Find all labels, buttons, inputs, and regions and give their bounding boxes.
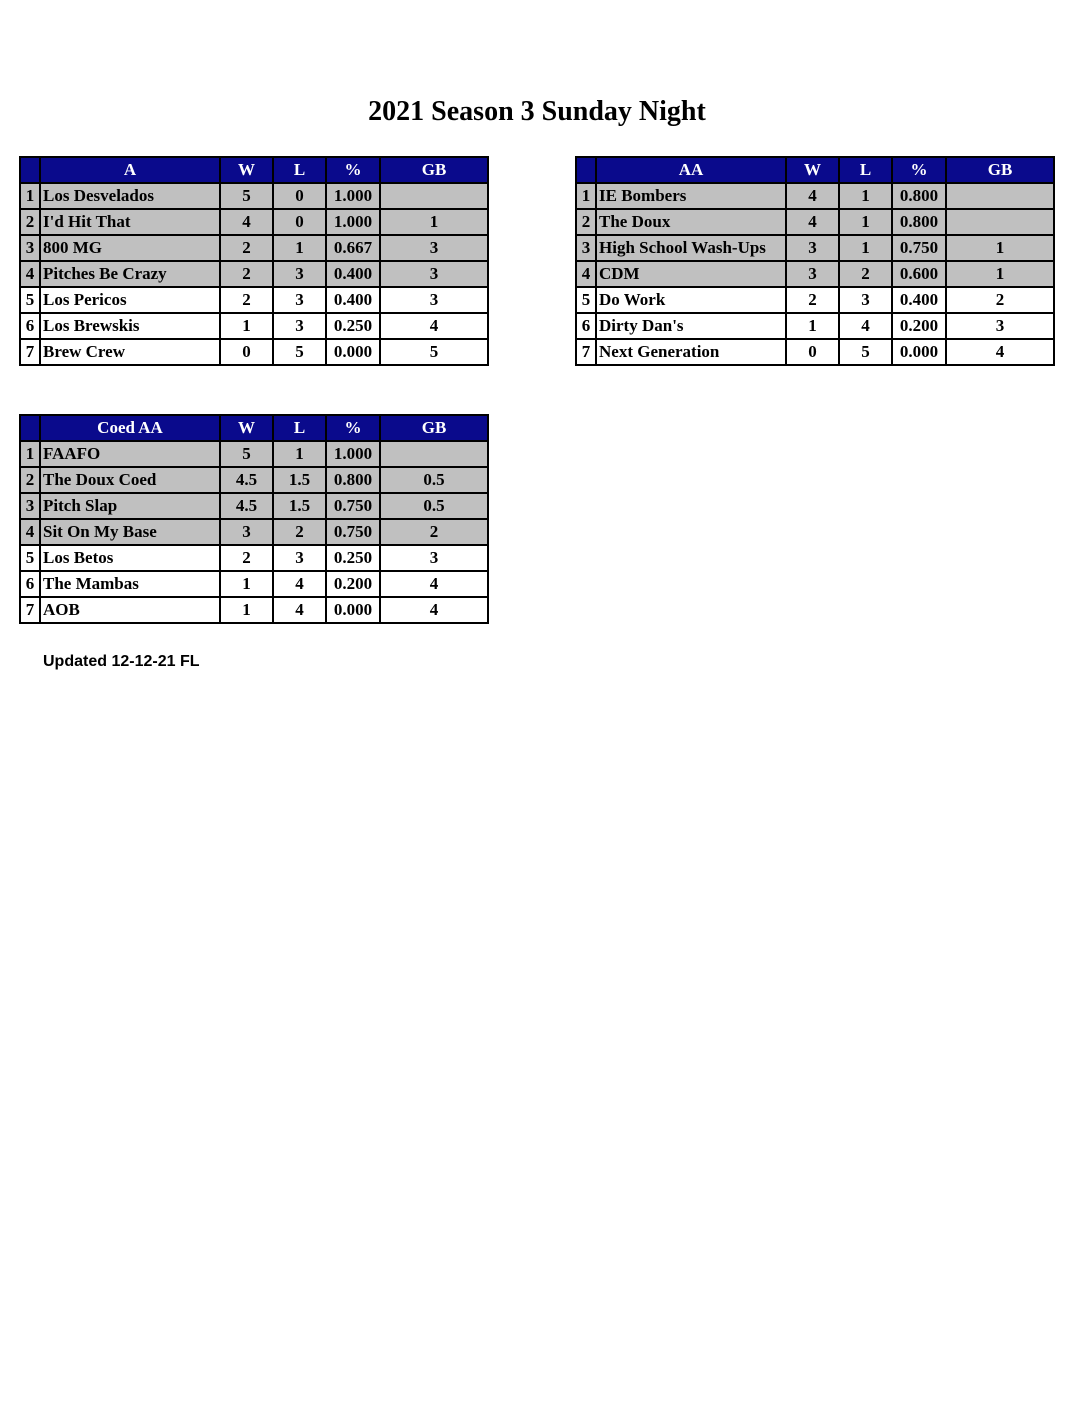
gb-cell: 4 (380, 571, 488, 597)
losses-cell: 1.5 (273, 493, 326, 519)
wins-cell: 5 (220, 183, 273, 209)
wins-cell: 1 (786, 313, 839, 339)
pct-cell: 0.000 (326, 339, 380, 365)
losses-cell: 5 (839, 339, 892, 365)
table-row (20, 261, 488, 287)
table-row (20, 313, 488, 339)
team-name-cell: AOB (40, 597, 220, 623)
losses-cell: 3 (273, 313, 326, 339)
pct-cell: 0.400 (326, 261, 380, 287)
team-name-cell: The Mambas (40, 571, 220, 597)
rank-cell: 6 (576, 313, 596, 339)
losses-header: L (273, 157, 326, 183)
table-header-row (20, 157, 488, 183)
rank-cell: 7 (576, 339, 596, 365)
losses-cell: 1 (839, 209, 892, 235)
division-name: A (40, 157, 220, 183)
rank-cell: 6 (20, 571, 40, 597)
rank-cell: 5 (20, 545, 40, 571)
gb-cell: 1 (946, 261, 1054, 287)
wins-cell: 5 (220, 441, 273, 467)
losses-cell: 1 (839, 235, 892, 261)
table-row (20, 571, 488, 597)
team-name-cell: CDM (596, 261, 786, 287)
pct-header: % (326, 415, 380, 441)
division-name: AA (596, 157, 786, 183)
standings-table-a (19, 156, 489, 366)
losses-cell: 1.5 (273, 467, 326, 493)
table-row (20, 467, 488, 493)
wins-cell: 2 (220, 235, 273, 261)
wins-header: W (220, 157, 273, 183)
table-header-row (20, 415, 488, 441)
wins-cell: 3 (786, 235, 839, 261)
pct-cell: 1.000 (326, 183, 380, 209)
gb-cell: 1 (946, 235, 1054, 261)
losses-cell: 4 (839, 313, 892, 339)
gb-cell: 3 (380, 545, 488, 571)
division-name: Coed AA (40, 415, 220, 441)
table-row (20, 339, 488, 365)
gb-cell: 3 (380, 235, 488, 261)
rank-header (576, 157, 596, 183)
losses-header: L (273, 415, 326, 441)
wins-cell: 2 (220, 287, 273, 313)
team-name-cell: Pitch Slap (40, 493, 220, 519)
losses-cell: 3 (273, 287, 326, 313)
rank-cell: 1 (576, 183, 596, 209)
gb-cell (946, 183, 1054, 209)
wins-cell: 2 (786, 287, 839, 313)
gb-cell: 3 (380, 261, 488, 287)
team-name-cell: Pitches Be Crazy (40, 261, 220, 287)
gb-cell: 2 (946, 287, 1054, 313)
team-name-cell: Los Brewskis (40, 313, 220, 339)
losses-cell: 4 (273, 597, 326, 623)
table-row (20, 183, 488, 209)
gb-cell: 1 (380, 209, 488, 235)
table-row (20, 519, 488, 545)
rank-header (20, 415, 40, 441)
losses-cell: 1 (273, 441, 326, 467)
pct-cell: 0.250 (326, 313, 380, 339)
team-name-cell: I'd Hit That (40, 209, 220, 235)
wins-cell: 0 (220, 339, 273, 365)
losses-cell: 3 (839, 287, 892, 313)
table-header-row (576, 157, 1054, 183)
wins-cell: 2 (220, 261, 273, 287)
losses-cell: 1 (839, 183, 892, 209)
pct-cell: 0.800 (892, 183, 946, 209)
rank-cell: 2 (20, 467, 40, 493)
wins-cell: 4 (786, 183, 839, 209)
table-row (20, 545, 488, 571)
team-name-cell: Brew Crew (40, 339, 220, 365)
table-row (20, 597, 488, 623)
table-row (576, 313, 1054, 339)
table-row (576, 183, 1054, 209)
losses-cell: 5 (273, 339, 326, 365)
gb-cell: 4 (380, 313, 488, 339)
rank-cell: 1 (20, 183, 40, 209)
pct-cell: 0.750 (892, 235, 946, 261)
pct-header: % (326, 157, 380, 183)
table-row (576, 339, 1054, 365)
table-row (576, 287, 1054, 313)
pct-cell: 0.800 (326, 467, 380, 493)
gb-header: GB (380, 415, 488, 441)
rank-cell: 4 (576, 261, 596, 287)
table-row (20, 493, 488, 519)
wins-cell: 1 (220, 313, 273, 339)
gb-header: GB (946, 157, 1054, 183)
rank-header (20, 157, 40, 183)
rank-cell: 5 (576, 287, 596, 313)
rank-cell: 7 (20, 339, 40, 365)
wins-cell: 4 (786, 209, 839, 235)
team-name-cell: Do Work (596, 287, 786, 313)
losses-cell: 3 (273, 261, 326, 287)
team-name-cell: Los Desvelados (40, 183, 220, 209)
team-name-cell: The Doux (596, 209, 786, 235)
losses-cell: 1 (273, 235, 326, 261)
table-row (576, 209, 1054, 235)
rank-cell: 2 (20, 209, 40, 235)
rank-cell: 4 (20, 519, 40, 545)
wins-cell: 3 (786, 261, 839, 287)
team-name-cell: Next Generation (596, 339, 786, 365)
wins-cell: 1 (220, 571, 273, 597)
gb-cell: 2 (380, 519, 488, 545)
pct-cell: 0.200 (326, 571, 380, 597)
wins-cell: 2 (220, 545, 273, 571)
wins-cell: 4.5 (220, 467, 273, 493)
rank-cell: 3 (20, 493, 40, 519)
standings-table-aa (575, 156, 1055, 366)
gb-cell: 3 (380, 287, 488, 313)
table-row (20, 287, 488, 313)
gb-cell (946, 209, 1054, 235)
gb-cell: 0.5 (380, 493, 488, 519)
pct-cell: 0.750 (326, 493, 380, 519)
wins-cell: 4.5 (220, 493, 273, 519)
losses-cell: 0 (273, 209, 326, 235)
rank-cell: 2 (576, 209, 596, 235)
rank-cell: 5 (20, 287, 40, 313)
rank-cell: 7 (20, 597, 40, 623)
pct-cell: 0.667 (326, 235, 380, 261)
pct-cell: 0.000 (326, 597, 380, 623)
table-row (20, 235, 488, 261)
losses-cell: 0 (273, 183, 326, 209)
wins-cell: 3 (220, 519, 273, 545)
pct-header: % (892, 157, 946, 183)
team-name-cell: IE Bombers (596, 183, 786, 209)
rank-cell: 4 (20, 261, 40, 287)
pct-cell: 0.750 (326, 519, 380, 545)
wins-header: W (220, 415, 273, 441)
rank-cell: 6 (20, 313, 40, 339)
rank-cell: 1 (20, 441, 40, 467)
team-name-cell: Dirty Dan's (596, 313, 786, 339)
table-row (576, 235, 1054, 261)
wins-header: W (786, 157, 839, 183)
page-title: 2021 Season 3 Sunday Night (368, 96, 706, 127)
losses-cell: 2 (839, 261, 892, 287)
team-name-cell: The Doux Coed (40, 467, 220, 493)
team-name-cell: Sit On My Base (40, 519, 220, 545)
wins-cell: 1 (220, 597, 273, 623)
team-name-cell: High School Wash-Ups (596, 235, 786, 261)
wins-cell: 4 (220, 209, 273, 235)
gb-cell (380, 441, 488, 467)
losses-cell: 3 (273, 545, 326, 571)
gb-cell: 4 (380, 597, 488, 623)
gb-cell: 5 (380, 339, 488, 365)
team-name-cell: 800 MG (40, 235, 220, 261)
gb-cell: 3 (946, 313, 1054, 339)
rank-cell: 3 (20, 235, 40, 261)
pct-cell: 0.000 (892, 339, 946, 365)
pct-cell: 0.200 (892, 313, 946, 339)
pct-cell: 0.600 (892, 261, 946, 287)
losses-cell: 4 (273, 571, 326, 597)
team-name-cell: FAAFO (40, 441, 220, 467)
updated-note: Updated 12-12-21 FL (43, 653, 200, 670)
pct-cell: 0.400 (326, 287, 380, 313)
pct-cell: 0.400 (892, 287, 946, 313)
team-name-cell: Los Pericos (40, 287, 220, 313)
standings-table-coed-aa (19, 414, 489, 624)
pct-cell: 1.000 (326, 209, 380, 235)
gb-cell: 0.5 (380, 467, 488, 493)
wins-cell: 0 (786, 339, 839, 365)
gb-cell: 4 (946, 339, 1054, 365)
team-name-cell: Los Betos (40, 545, 220, 571)
pct-cell: 0.250 (326, 545, 380, 571)
gb-header: GB (380, 157, 488, 183)
pct-cell: 1.000 (326, 441, 380, 467)
table-row (20, 209, 488, 235)
pct-cell: 0.800 (892, 209, 946, 235)
gb-cell (380, 183, 488, 209)
table-row (20, 441, 488, 467)
losses-header: L (839, 157, 892, 183)
rank-cell: 3 (576, 235, 596, 261)
losses-cell: 2 (273, 519, 326, 545)
table-row (576, 261, 1054, 287)
